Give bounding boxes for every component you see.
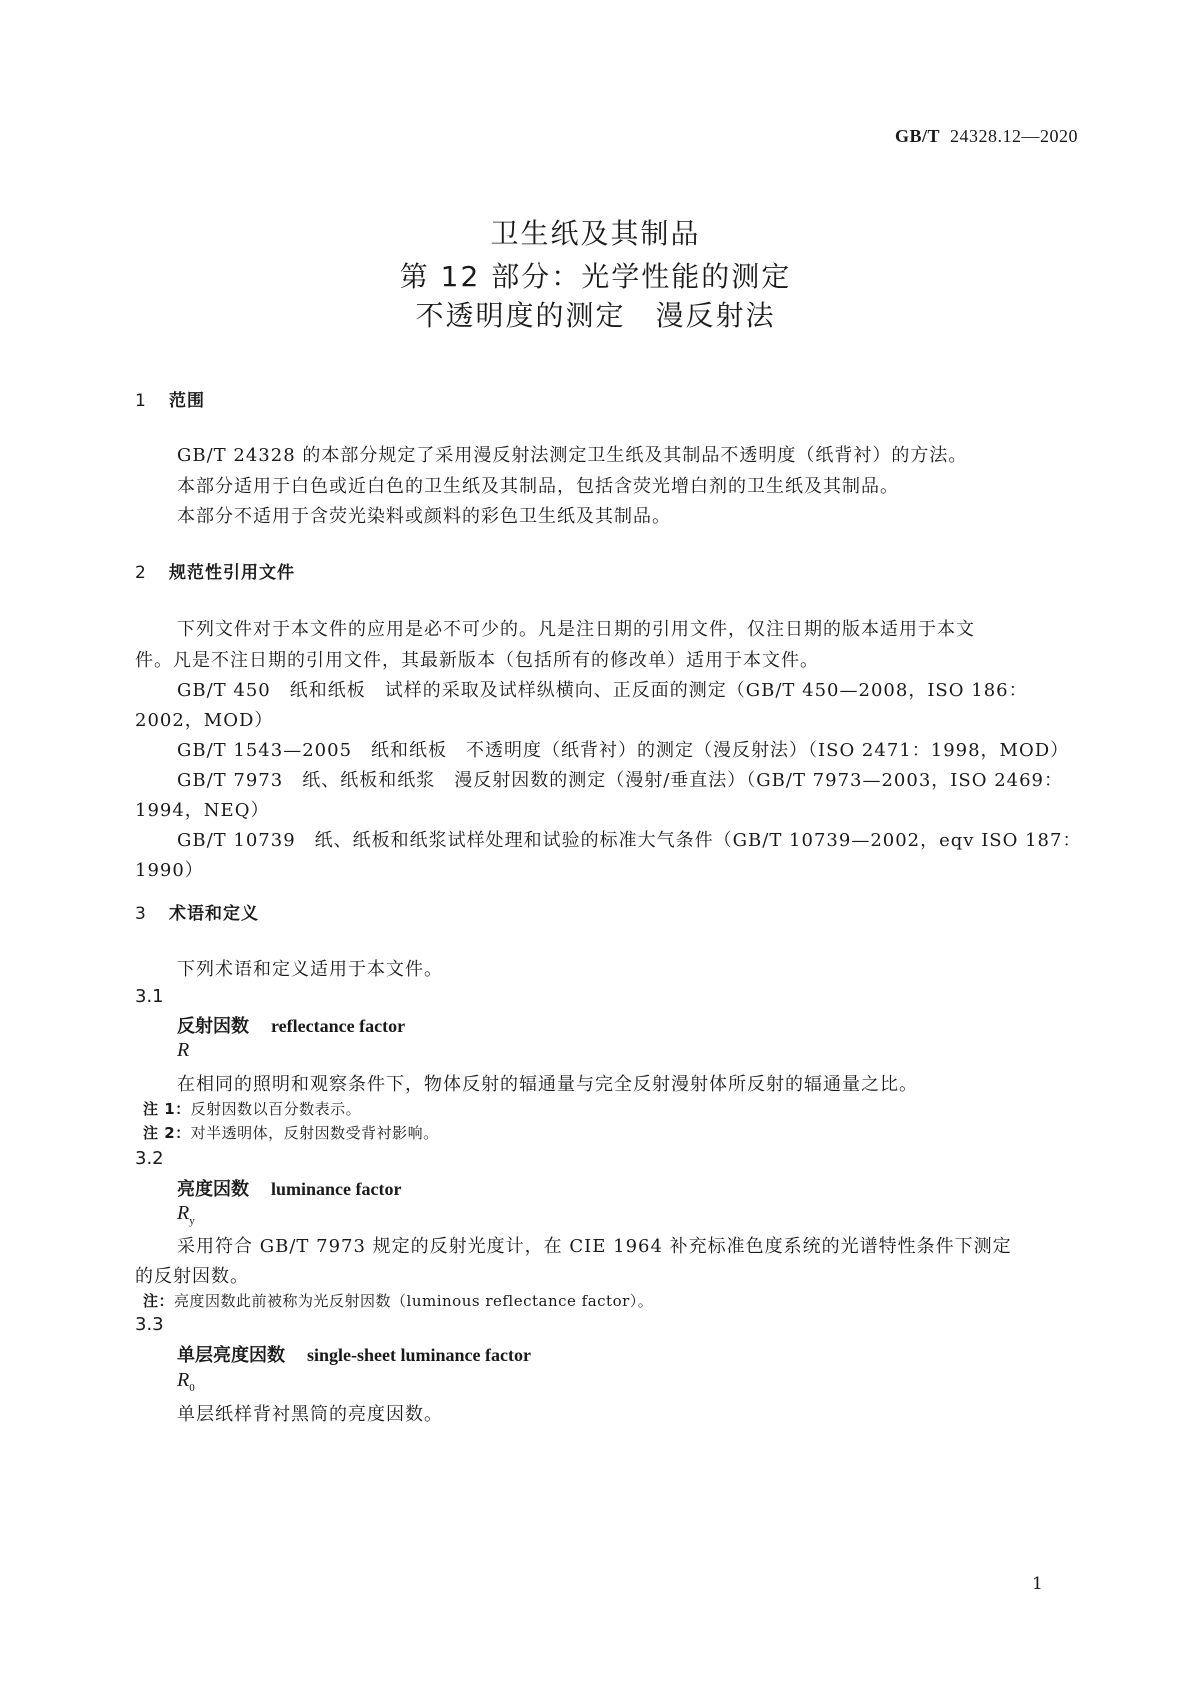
- paragraph: 本部分适用于白色或近白色的卫生纸及其制品，包括含荧光增白剂的卫生纸及其制品。: [177, 476, 899, 497]
- section-2-heading: [135, 558, 295, 583]
- section-number: 3: [135, 904, 146, 924]
- term-heading: [177, 1012, 405, 1038]
- reference-continuation: 1994，NEQ）: [135, 800, 270, 821]
- term-number: 3.2: [135, 1148, 164, 1169]
- title-line-2: 第 12 部分：光学性能的测定: [399, 260, 792, 293]
- section-number: 2: [135, 563, 146, 583]
- term-heading: [177, 1175, 401, 1201]
- term-heading: [177, 1341, 531, 1367]
- symbol-letter: R: [177, 1369, 190, 1391]
- note-text: 亮度因数此前被称为光反射因数（luminous reflectance factor）。: [174, 1292, 654, 1310]
- note: [143, 1290, 653, 1311]
- term-definition: 采用符合 GB/T 7973 规定的反射光度计，在 CIE 1964 补充标准色度系统的光谱特性条件下测定: [177, 1236, 1012, 1257]
- note: [143, 1122, 439, 1143]
- symbol-subscript: y: [189, 1215, 195, 1227]
- note-label: 注 2：: [143, 1124, 191, 1142]
- reference-item: GB/T 10739 纸、纸板和纸浆试样处理和试验的标准大气条件（GB/T 10739—2002，eqv ISO 187：: [177, 830, 1082, 851]
- reference-continuation: 1990）: [135, 860, 204, 881]
- section-title: 规范性引用文件: [169, 563, 295, 583]
- term-zh: 反射因数: [177, 1016, 249, 1037]
- term-zh: 亮度因数: [177, 1179, 249, 1200]
- term-number: 3.3: [135, 1314, 164, 1335]
- reference-continuation: 2002，MOD）: [135, 710, 274, 731]
- symbol-letter: R: [177, 1202, 190, 1224]
- paragraph: 下列文件对于本文件的应用是必不可少的。凡是注日期的引用文件，仅注日期的版本适用于本文: [177, 619, 975, 640]
- note-label: 注：: [143, 1292, 175, 1310]
- term-symbol: [177, 1369, 195, 1394]
- term-number: 3.1: [135, 986, 164, 1007]
- symbol-letter: R: [177, 1039, 190, 1061]
- standard-code: [895, 126, 1078, 147]
- paragraph: 本部分不适用于含荧光染料或颜料的彩色卫生纸及其制品。: [177, 506, 671, 527]
- note-text: 反射因数以百分数表示。: [190, 1100, 362, 1118]
- section-1-heading: [135, 386, 205, 411]
- page-number: 1: [1032, 1574, 1043, 1594]
- reference-item: GB/T 1543—2005 纸和纸板 不透明度（纸背衬）的测定（漫反射法）（ISO 2471：1998，MOD）: [177, 740, 1070, 761]
- term-en: single-sheet luminance factor: [307, 1345, 531, 1365]
- paragraph-continuation: 件。凡是不注日期的引用文件，其最新版本（包括所有的修改单）适用于本文件。: [135, 650, 819, 671]
- term-definition: 在相同的照明和观察条件下，物体反射的辐通量与完全反射漫射体所反射的辐通量之比。: [177, 1074, 918, 1095]
- reference-item: GB/T 7973 纸、纸板和纸浆 漫反射因数的测定（漫射/垂直法）（GB/T 7973—2003，ISO 2469：: [177, 770, 1064, 791]
- note: [143, 1098, 361, 1119]
- symbol-subscript: 0: [189, 1382, 195, 1394]
- title-line-1: 卫生纸及其制品: [490, 217, 701, 250]
- term-definition: 单层纸样背衬黑筒的亮度因数。: [177, 1404, 443, 1425]
- section-title: 范围: [169, 391, 205, 411]
- note-text: 对半透明体，反射因数受背衬影响。: [190, 1124, 439, 1142]
- section-number: 1: [135, 391, 146, 411]
- term-en: reflectance factor: [271, 1016, 406, 1036]
- term-en: luminance factor: [271, 1179, 402, 1199]
- term-definition-continuation: 的反射因数。: [135, 1266, 249, 1287]
- term-symbol: [177, 1039, 189, 1062]
- title-line-3: 不透明度的测定 漫反射法: [415, 299, 776, 332]
- term-symbol: [177, 1202, 195, 1227]
- standard-prefix: GB/T: [894, 126, 940, 146]
- paragraph: 下列术语和定义适用于本文件。: [177, 959, 443, 980]
- standard-number: 24328.12—2020: [950, 126, 1078, 146]
- section-3-heading: [135, 899, 259, 924]
- reference-item: GB/T 450 纸和纸板 试样的采取及试样纵横向、正反面的测定（GB/T 450—2008，ISO 186：: [177, 680, 1028, 701]
- paragraph: GB/T 24328 的本部分规定了采用漫反射法测定卫生纸及其制品不透明度（纸背衬）的方法。: [177, 445, 968, 466]
- term-zh: 单层亮度因数: [177, 1345, 285, 1366]
- section-title: 术语和定义: [169, 904, 259, 924]
- note-label: 注 1：: [143, 1100, 191, 1118]
